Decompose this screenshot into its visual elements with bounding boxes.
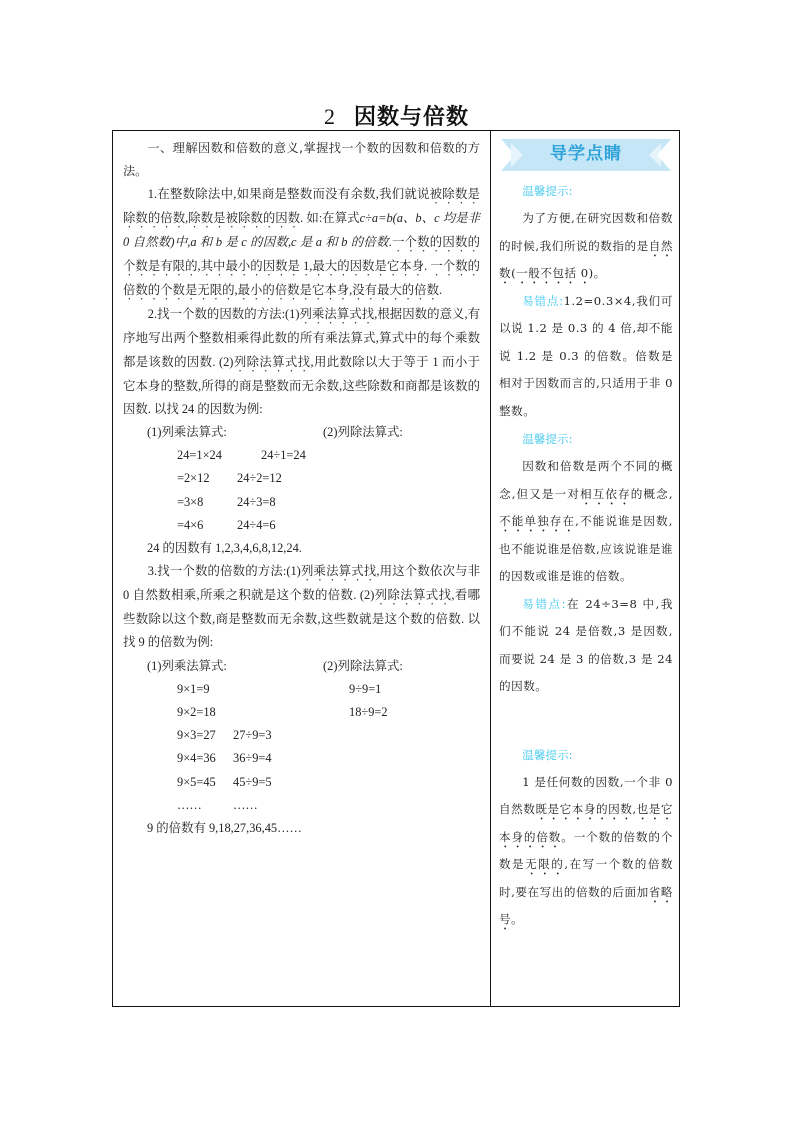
text: 。一个数的倍数的个数是 [499, 829, 673, 871]
division: 24÷1=24 [261, 448, 306, 463]
text: . [424, 259, 431, 274]
ellipsis: …… [177, 797, 202, 812]
text: ,不能说谁是因数,也不能说谁是倍数,应该说谁是谁的因数或谁是谁的倍数。 [499, 514, 673, 583]
multiplication: =2×12 [177, 471, 210, 486]
division: 36÷9=4 [233, 751, 272, 766]
text: ,在写一个数的倍数时,要在写出的倍数的后面加 [499, 857, 673, 899]
equation-row [123, 491, 480, 514]
text: 的概念, [630, 486, 673, 501]
division: 9÷9=1 [349, 681, 382, 696]
multiple-summary: 9 的倍数有 9,18,27,36,45…… [147, 821, 302, 836]
chevron-right-icon [657, 139, 671, 171]
paragraph-factor-method [123, 303, 480, 421]
text: . [438, 283, 443, 298]
common-mistake-note [499, 591, 673, 701]
example-9-headers [123, 655, 480, 678]
equation-row [123, 771, 480, 794]
text: 因数和倍数是两个不同的概念,但又是一对 [499, 459, 673, 501]
emphasis-text: 省略号 [499, 884, 673, 926]
column-header: (1)列乘法算式: [147, 658, 227, 673]
ellipsis: …… [233, 797, 258, 812]
text: 2.找一个数的因数的方法:(1) [147, 307, 300, 322]
main-column [113, 131, 491, 1006]
tip-natural-numbers [499, 205, 673, 288]
mistake-label: 易错点: [522, 596, 566, 611]
emphasis-text: 无限的 [525, 857, 565, 871]
sidebar-notes [491, 131, 679, 1006]
division: 45÷9=5 [233, 774, 272, 789]
spacer [499, 701, 673, 741]
equation-row [123, 747, 480, 770]
text: 1 是任何数的因数,一个非 0 自然数 [499, 774, 673, 816]
multiplication: 9×3=27 [177, 728, 216, 743]
text: ,用这个数依次与非 0 自然数相乘,所乘之积就是这个数的倍数. (2) [123, 564, 481, 603]
emphasis-text: 被除数是除数的倍数,除数是被除数的因数 [123, 187, 480, 226]
section-heading: 一、理解因数和倍数的意义,掌握找一个数的因数和倍数的方法。 [123, 141, 480, 179]
division: 24÷3=8 [237, 494, 276, 509]
tip-one-and-self [499, 769, 673, 934]
content-table [112, 130, 680, 1007]
emphasis-text: 一个数的倍数的个数是无限的,最小的倍数是它本身,没有最大的倍数 [123, 259, 480, 298]
emphasis-text: 列除法算式找 [233, 354, 311, 369]
equation-row [123, 444, 480, 467]
division: 24÷4=6 [237, 517, 276, 532]
text: 。 [511, 912, 524, 926]
text: 在 24÷3=8 中,我们不能说 24 是倍数,3 是因数,而要说 24 是 3 的倍数,3 是 24 的因数。 [499, 596, 673, 693]
division: 24÷2=12 [237, 471, 282, 486]
tip-heading: 温馨提示: [522, 184, 573, 198]
emphasis-text: 列乘法算式找 [300, 564, 377, 579]
tip-heading: 温馨提示: [522, 747, 573, 762]
multiplication: =4×6 [177, 517, 204, 532]
page-title [0, 100, 793, 131]
common-mistake-note [499, 288, 673, 426]
equation-row [123, 678, 480, 701]
equation-row [123, 467, 480, 490]
factor-summary: 24 的因数有 1,2,3,4,6,8,12,24. [147, 541, 302, 556]
division: 27÷9=3 [233, 728, 272, 743]
equation-row [123, 794, 480, 817]
multiplication: 9×4=36 [177, 751, 216, 766]
text: ,用此数除以大于等于 1 而小于它本身的整数,所得的商是整数而无余数,这些除数和商都是该数的因数. 以找 24 的因数为例: [123, 354, 480, 416]
equation-row [123, 701, 480, 724]
emphasis-text: 不能单独存在 [499, 514, 576, 528]
tip-interdependent [499, 453, 673, 591]
multiplication: 24=1×24 [177, 448, 222, 463]
division: 18÷9=2 [349, 705, 388, 720]
multiplication: 9×5=45 [177, 774, 216, 789]
emphasis-text: 一个数的因数的个数是有限的,其中最小的因数是 1,最大的因数是它本身 [123, 235, 481, 274]
column-header: (2)列除法算式: [323, 425, 403, 440]
equation-row [123, 514, 480, 537]
equation-row [123, 724, 480, 747]
text: ,根据因数的意义,有序地写出两个整数相乘得此数的所有乘法算式,算式中的每个乘数都是该数的因数. (2) [123, 307, 481, 369]
section-number: 2 [323, 104, 336, 129]
emphasis-text: 列除法算式找 [374, 588, 452, 603]
column-header: (2)列除法算式: [323, 658, 403, 673]
text: 1.2=0.3×4,我们可以说 1.2 是 0.3 的 4 倍,却不能说 1.2 是 0.3 的倍数。倍数是相对于因数而言的,只适用于非 0 整数。 [499, 293, 673, 418]
paragraph-multiple-method [123, 560, 480, 654]
text: 为了方便,在研究因数和倍数的时候,我们所说的数指的是 [499, 211, 673, 253]
tip-heading: 温馨提示: [522, 432, 573, 446]
multiplication: =3×8 [177, 494, 204, 509]
text: ,看哪些数除以这个数,商是整数而无余数,这些数就是这个数的倍数. 以找 9 的倍数为例: [123, 588, 481, 650]
text: . [388, 235, 392, 250]
guide-banner [501, 139, 671, 171]
emphasis-text: 相互依存 [579, 486, 631, 501]
text: 3.找一个数的倍数的方法:(1) [147, 564, 301, 579]
section-title: 因数与倍数 [353, 105, 469, 130]
text: 。 [593, 266, 606, 280]
mistake-label: 易错点: [522, 293, 564, 308]
formula-text: c÷a=b(a、b、c 均是非 0 自然数)中,a 和 b 是 c 的因数,c 是 a 和 b 的倍数 [123, 211, 480, 250]
example-24-headers [123, 421, 480, 444]
emphasis-text: 列乘法算式找 [299, 307, 375, 322]
text: . 如:在算式 [300, 211, 360, 226]
banner-title: 导学点睛 [550, 144, 622, 165]
emphasis-text: 既是它本身的因数,也是它本身的倍数 [499, 802, 673, 844]
chevron-right-icon [511, 143, 523, 167]
paragraph-definition [123, 183, 480, 303]
multiplication: 9×1=9 [177, 681, 210, 696]
multiplication: 9×2=18 [177, 705, 216, 720]
text: 1.在整数除法中,如果商是整数而没有余数,我们就说 [147, 187, 430, 202]
emphasis-text: 自然数(一般不包括 0) [499, 238, 673, 280]
column-header: (1)列乘法算式: [147, 425, 227, 440]
